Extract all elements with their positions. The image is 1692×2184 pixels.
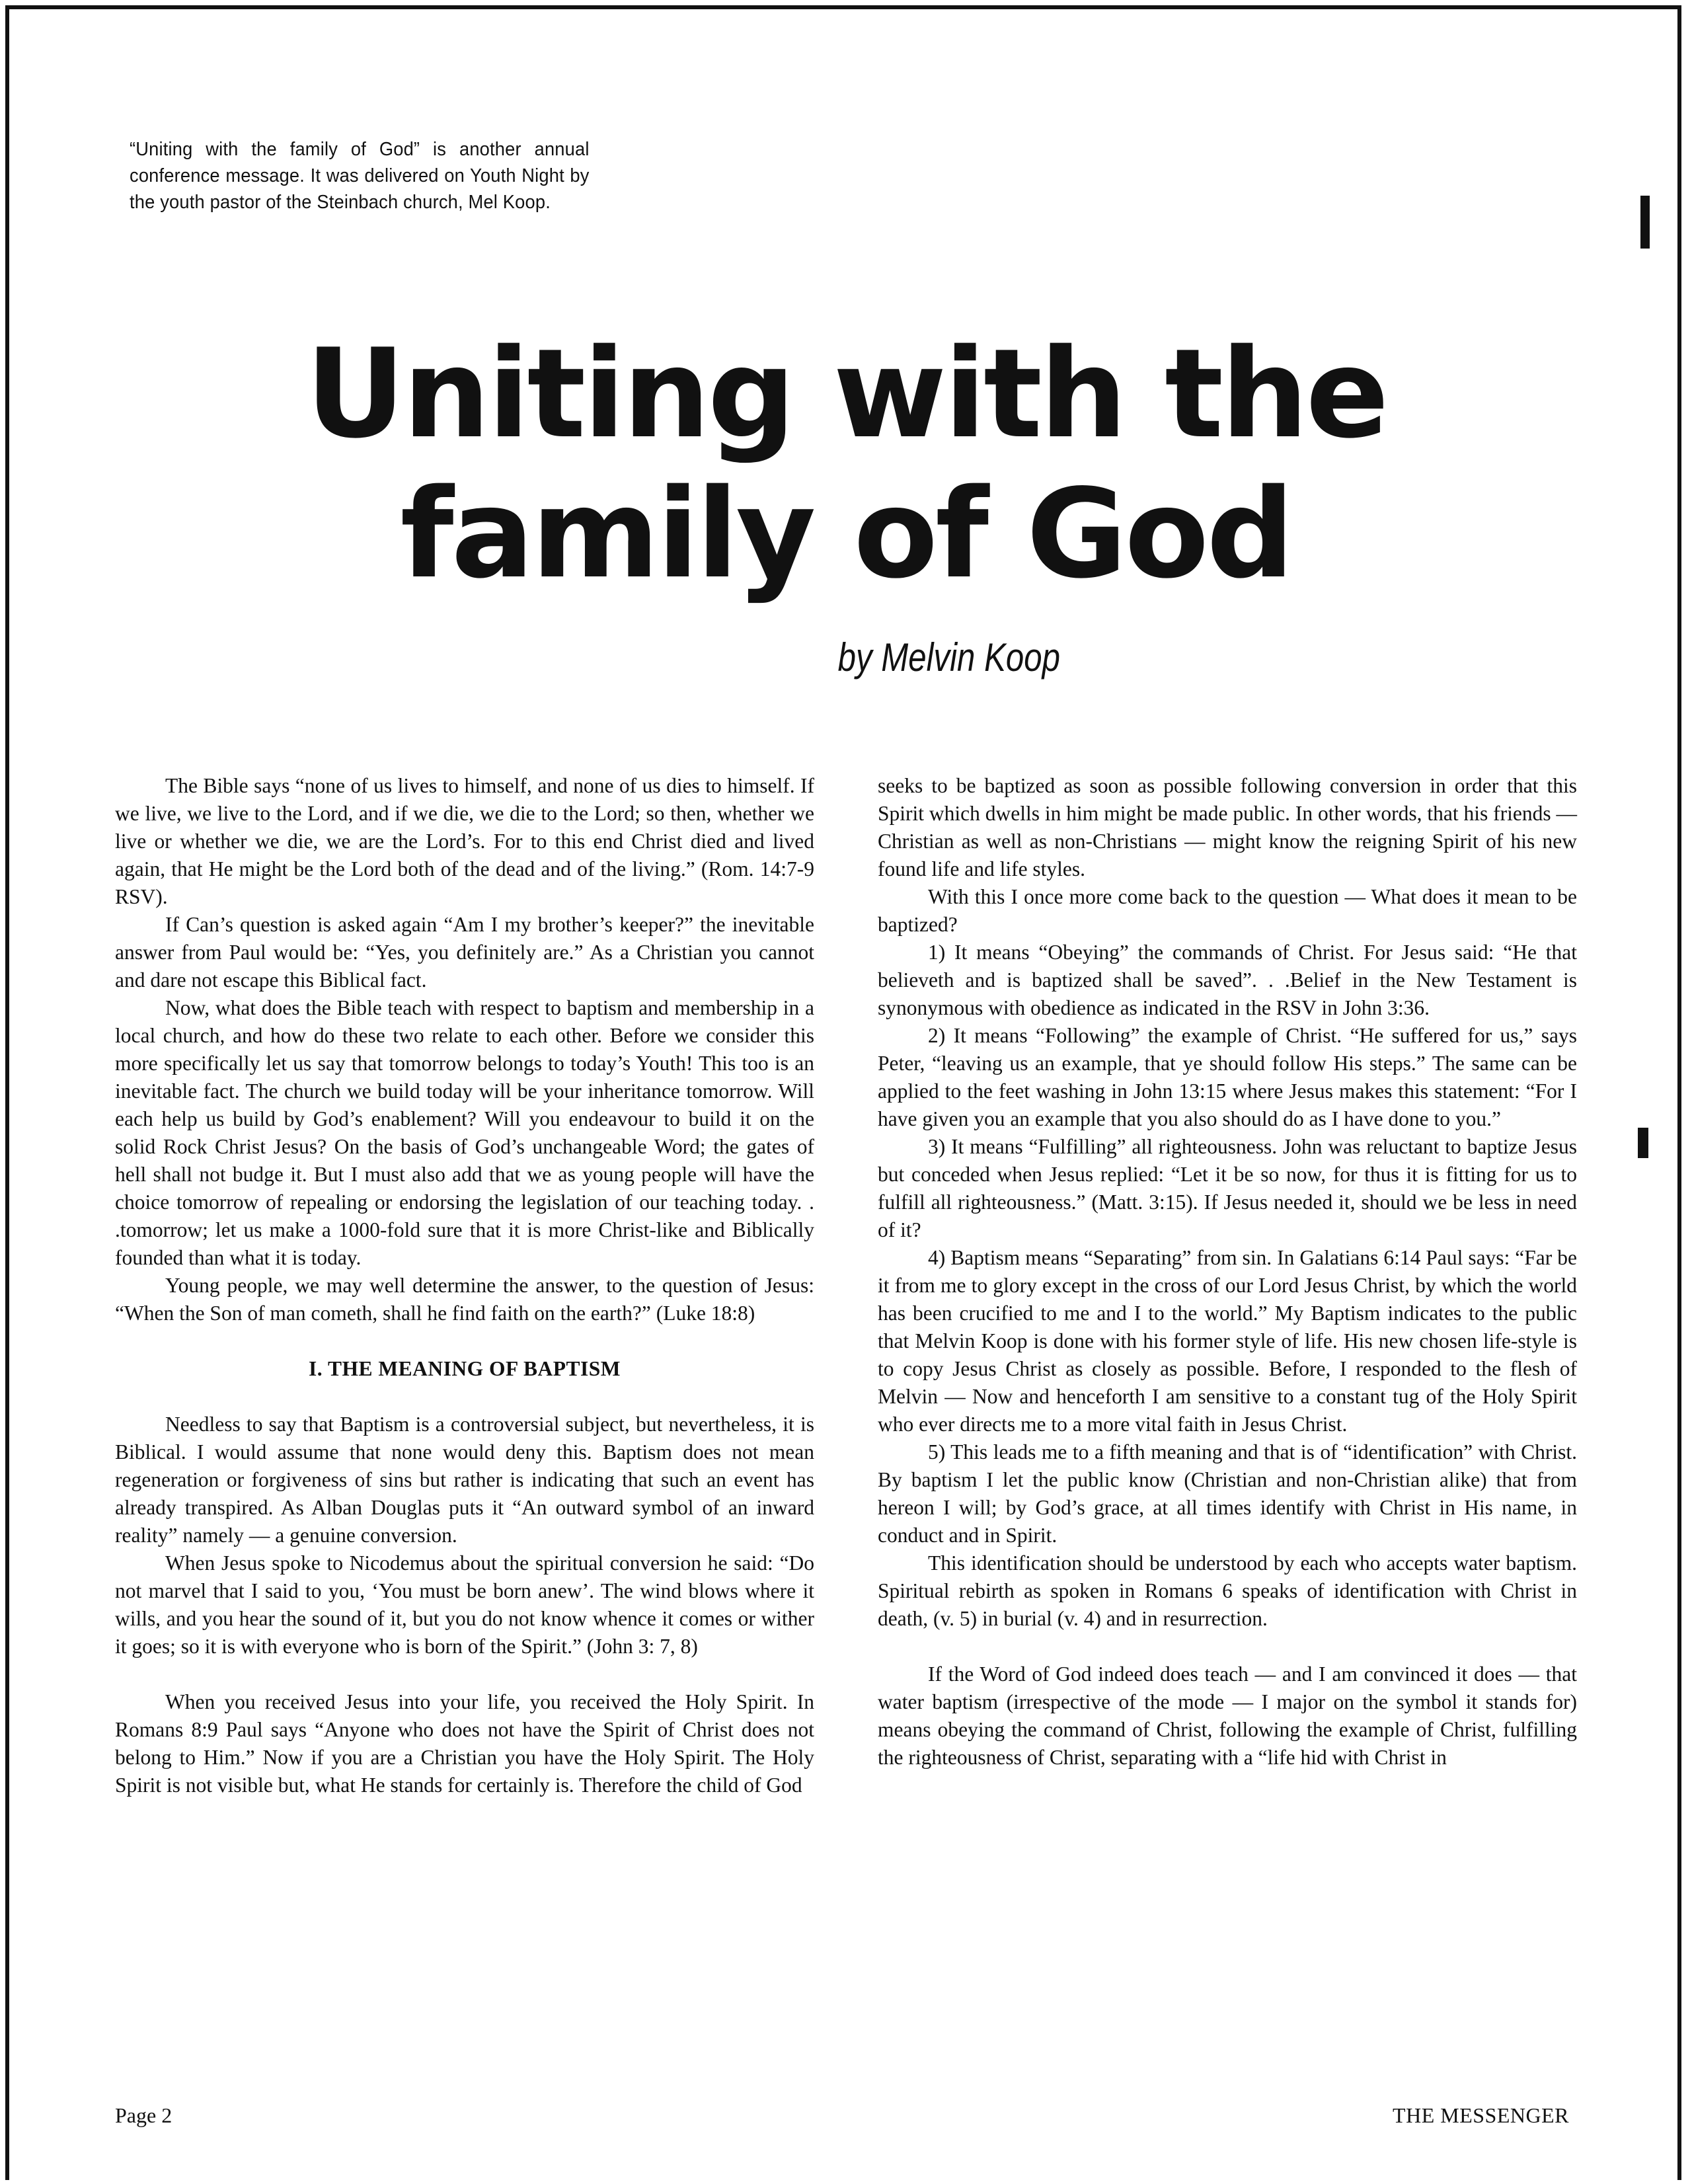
right-column xyxy=(878,772,1577,1772)
paragraph: 2) It means “Following” the example of Christ. “He suffered for us,” says Peter, “leaving us an example, that ye should follow His steps.” The same can be applied to the feet washing in John 13:15 where Jesus makes this statement: “For I have given you an example that you also should do as I have done to you.” xyxy=(878,1024,1577,1130)
paragraph: Young people, we may well determine the answer, to the question of Jesus: “When the Son of man cometh, shall he find faith on the earth?” (Luke 18:8) xyxy=(115,1274,814,1325)
author-byline: by Melvin Koop xyxy=(837,635,1060,680)
paragraph: 4) Baptism means “Separating” from sin. In Galatians 6:14 Paul says: “Far be it from me to glory except in the cross of our Lord Jesus Christ, by which the world has been crucified to me and I to the world.” My Baptism indicates to the public that Melvin Koop is done with his former style of life. His new chosen life-style is to copy Jesus Christ as closely as possible. Before, I responded to the flesh of Melvin — Now and henceforth I am sensitive to a constant tug of the Holy Spirit who ever directs me to a more vital faith in Jesus Christ. xyxy=(878,1246,1577,1436)
paragraph: With this I once more come back to the question — What does it mean to be baptized? xyxy=(878,885,1577,936)
article-title xyxy=(0,324,1692,604)
paragraph: 3) It means “Fulfilling” all righteousness. John was reluctant to baptize Jesus but conceded when Jesus replied: “Let it be so now, for thus it is fitting for us to fulfill all righteousness.” (Matt. 3:15). If Jesus needed it, should we be less in need of it? xyxy=(878,1135,1577,1241)
page-number: Page 2 xyxy=(115,2103,173,2127)
paragraph: The Bible says “none of us lives to himself, and none of us dies to himself. If we live, we live to the Lord, and if we die, we die to the Lord; so then, whether we live or whether we die, we are the Lord’s. For to this end Christ died and lived again, that He might be the Lord both of the dead and of the living.” (Rom. 14:7-9 RSV). xyxy=(115,774,814,908)
paragraph: When you received Jesus into your life, you received the Holy Spirit. In Romans 8:9 Paul says “Anyone who does not have the Spirit of Christ does not belong to Him.” Now if you are a Christian you have the Holy Spirit. The Holy Spirit is not visible but, what He stands for certainly is. Therefore the child of God xyxy=(115,1690,814,1797)
paragraph: seeks to be baptized as soon as possible following conversion in order that this Spirit which dwells in him might be made public. In other words, that his friends — Christian as well as non-Christians — might know the reigning Spirit of his new found life and life styles. xyxy=(878,774,1577,880)
title-line-1: Uniting with the xyxy=(305,322,1387,465)
paragraph: If Can’s question is asked again “Am I my brother’s keeper?” the inevitable answer from Paul would be: “Yes, you definitely are.” As a Christian you cannot and dare not escape this Biblical fact. xyxy=(115,913,814,992)
publication-name: THE MESSENGER xyxy=(1393,2103,1569,2127)
paragraph: Now, what does the Bible teach with respect to baptism and membership in a local church, and how do these two relate to each other. Before we consider this more specifically let us say that tomorrow belongs to today’s Youth! This too is an inevitable fact. The church we build today will be your inheritance tomorrow. Will each help us build by God’s enablement? Will you endeavour to build it on the solid Rock Christ Jesus? On the basis of God’s unchangeable Word; the gates of hell shall not budge it. But I must also add that we as young people will have the choice tomorrow of repealing or endorsing the legislation of our teaching today. . .tomorrow; let us make a 1000-fold sure that it is more Christ-like and Biblically founded than what it is today. xyxy=(115,996,814,1269)
left-column xyxy=(115,772,814,1799)
intro-note: “Uniting with the family of God” is another annual conference message. It was delivered on Youth Night by the youth pastor of the Steinbach church, Mel Koop. xyxy=(130,139,590,213)
paragraph: 5) This leads me to a fifth meaning and that is of “identification” with Christ. By baptism I let the public know (Christian and non-Christian alike) that from hereon I will; by God’s grace, at all times identify with Christ in His name, in conduct and in Spirit. xyxy=(878,1440,1577,1547)
paragraph: If the Word of God indeed does teach — and I am convinced it does — that water baptism (irrespective of the mode — I major on the symbol it stands for) means obeying the command of Christ, following the example of Christ, fulfilling the righteousness of Christ, separating with a “life hid with Christ in xyxy=(878,1662,1577,1769)
paragraph: This identification should be understood by each who accepts water baptism. Spiritual rebirth as spoken in Romans 6 speaks of identification with Christ in death, (v. 5) in burial (v. 4) and in resurrection. xyxy=(878,1551,1577,1630)
paragraph: 1) It means “Obeying” the commands of Christ. For Jesus said: “He that believeth and is baptized shall be saved”. . .Belief in the New Testament is synonymous with obedience as indicated in the RSV in John 3:36. xyxy=(878,941,1577,1019)
paragraph: When Jesus spoke to Nicodemus about the spiritual conversion he said: “Do not marvel that I said to you, ‘You must be born anew’. The wind blows where it wills, and you hear the sound of it, but you do not know whence it comes or wither it goes; so it is with everyone who is born of the Spirit.” (John 3: 7, 8) xyxy=(115,1551,814,1658)
paragraph: Needless to say that Baptism is a controversial subject, but nevertheless, it is Biblical. I would assume that none would deny this. Baptism does not mean regeneration or forgiveness of sins but rather is indicating that such an event has already transpired. As Alban Douglas puts it “An outward symbol of an inward reality” namely — a genuine conversion. xyxy=(115,1413,814,1547)
scan-edge-mark xyxy=(1638,1128,1648,1158)
section-heading: I. THE MEANING OF BAPTISM xyxy=(309,1357,621,1380)
scan-edge-mark xyxy=(1640,196,1650,249)
title-line-2: family of God xyxy=(400,462,1292,605)
